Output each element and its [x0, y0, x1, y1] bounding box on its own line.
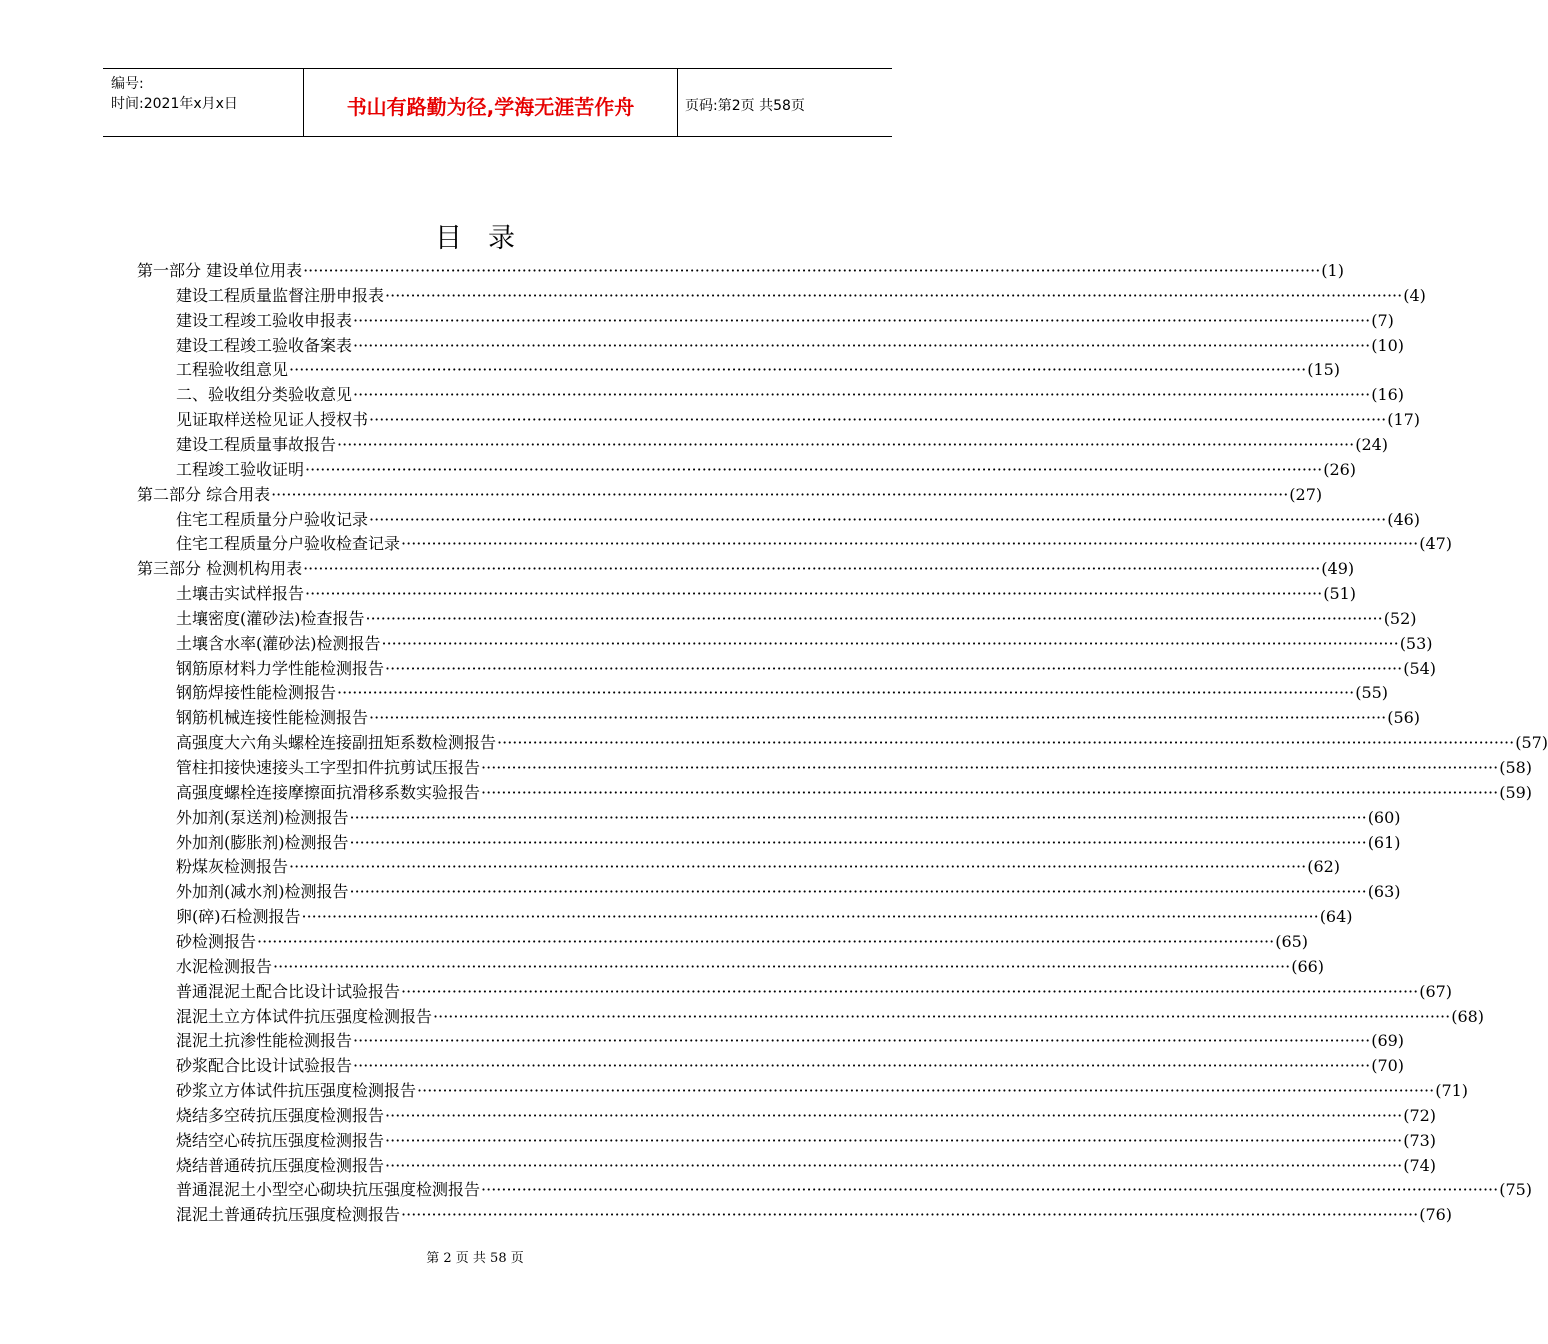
toc-entry-page: (68) — [1451, 1006, 1485, 1026]
toc-entry-page: (76) — [1419, 1205, 1453, 1225]
toc-entry[interactable] — [176, 1028, 1405, 1053]
toc-entry-page: (61) — [1367, 832, 1401, 852]
toc-entry[interactable] — [176, 854, 1341, 879]
toc-entry[interactable] — [176, 333, 1405, 358]
toc-leader-dots: ········································································································································································································ — [369, 509, 1387, 529]
toc-entry-title: 建设工程质量事故报告 — [176, 434, 337, 454]
toc-leader-dots: ········································································································································································································ — [417, 1081, 1435, 1101]
page-footer: 第 2 页 共 58 页 — [426, 1251, 524, 1266]
toc-entry-page: (65) — [1275, 931, 1309, 951]
toc-leader-dots: ········································································································································································································ — [401, 981, 1419, 1001]
toc-entry-title: 土壤含水率(灌砂法)检测报告 — [176, 633, 381, 653]
toc-entry-page: (26) — [1323, 459, 1357, 479]
toc-entry-page: (60) — [1367, 807, 1401, 827]
toc-entry-page: (55) — [1355, 683, 1389, 703]
toc-entry-page: (16) — [1371, 385, 1405, 405]
toc-entry-title: 卵(碎)石检测报告 — [176, 907, 301, 927]
toc-entry[interactable] — [176, 407, 1421, 432]
toc-entry-title: 第三部分 检测机构用表 — [137, 559, 303, 579]
toc-entry[interactable] — [176, 308, 1394, 333]
toc-entry-title: 住宅工程质量分户验收检查记录 — [176, 534, 401, 554]
toc-entry-title: 钢筋焊接性能检测报告 — [176, 683, 337, 703]
toc-entry[interactable] — [137, 482, 1323, 507]
toc-entry-title: 住宅工程质量分户验收记录 — [176, 509, 369, 529]
toc-leader-dots: ········································································································································································································ — [497, 733, 1515, 753]
toc-entry[interactable] — [176, 656, 1437, 681]
toc-entry-page: (74) — [1403, 1155, 1437, 1175]
toc-entry-page: (75) — [1499, 1180, 1533, 1200]
toc-leader-dots: ········································································································································································································ — [349, 882, 1367, 902]
toc-entry-page: (70) — [1371, 1056, 1405, 1076]
toc-entry[interactable] — [176, 755, 1533, 780]
toc-entry-page: (7) — [1371, 310, 1394, 330]
toc-entry-title: 烧结空心砖抗压强度检测报告 — [176, 1130, 385, 1150]
toc-entry-title: 外加剂(膨胀剂)检测报告 — [176, 832, 349, 852]
toc-leader-dots: ········································································································································································································ — [401, 1205, 1419, 1225]
toc-entry[interactable] — [176, 382, 1405, 407]
page-header — [103, 68, 892, 137]
toc-leader-dots: ········································································································································································································ — [365, 608, 1383, 628]
toc-title: 目录 — [435, 223, 541, 254]
toc-entry-page: (63) — [1367, 882, 1401, 902]
toc-entry[interactable] — [176, 1153, 1437, 1178]
toc-entry-title: 砂检测报告 — [176, 931, 257, 951]
toc-leader-dots: ········································································································································································································ — [385, 1155, 1403, 1175]
header-right-cell — [677, 69, 892, 136]
toc-entry[interactable] — [137, 556, 1355, 581]
toc-leader-dots: ········································································································································································································ — [289, 857, 1307, 877]
toc-entry-page: (71) — [1435, 1081, 1469, 1101]
toc-entry[interactable] — [176, 1128, 1437, 1153]
toc-entry-title: 外加剂(泵送剂)检测报告 — [176, 807, 349, 827]
toc-entry[interactable] — [176, 1078, 1469, 1103]
toc-entry-page: (49) — [1321, 559, 1355, 579]
toc-entry-page: (54) — [1403, 658, 1437, 678]
toc-entry-title: 工程验收组意见 — [176, 360, 289, 380]
document-code-label: 编号: — [111, 76, 144, 92]
toc-entry[interactable] — [176, 805, 1401, 830]
toc-entry[interactable] — [176, 1177, 1533, 1202]
toc-entry-page: (67) — [1419, 981, 1453, 1001]
toc-leader-dots: ········································································································································································································ — [385, 1130, 1403, 1150]
toc-leader-dots: ········································································································································································································ — [289, 360, 1307, 380]
toc-leader-dots: ········································································································································································································ — [353, 335, 1371, 355]
toc-entry-page: (47) — [1419, 534, 1453, 554]
toc-entry-title: 砂浆配合比设计试验报告 — [176, 1056, 353, 1076]
toc-entry-page: (52) — [1383, 608, 1417, 628]
toc-entry-page: (1) — [1321, 261, 1344, 280]
toc-leader-dots: ········································································································································································································ — [305, 459, 1323, 479]
toc-entry[interactable] — [176, 879, 1401, 904]
toc-entry[interactable] — [176, 780, 1533, 805]
toc-entry-page: (66) — [1291, 956, 1325, 976]
toc-entry-page: (15) — [1307, 360, 1341, 380]
toc-entry-title: 第二部分 综合用表 — [137, 484, 271, 504]
toc-entry[interactable] — [176, 929, 1309, 954]
toc-leader-dots: ········································································································································································································ — [353, 310, 1371, 330]
toc-entry-title: 混泥土立方体试件抗压强度检测报告 — [176, 1006, 433, 1026]
toc-leader-dots: ········································································································································································································ — [353, 1031, 1371, 1051]
toc-entry-title: 普通混泥土小型空心砌块抗压强度检测报告 — [176, 1180, 481, 1200]
toc-entry[interactable] — [176, 730, 1548, 755]
toc-entry[interactable] — [176, 1053, 1405, 1078]
toc-entry-title: 烧结普通砖抗压强度检测报告 — [176, 1155, 385, 1175]
toc-entry-title: 管柱扣接快速接头工字型扣件抗剪试压报告 — [176, 758, 481, 777]
toc-entry[interactable] — [176, 631, 1433, 656]
toc-entry-page: (56) — [1387, 708, 1421, 728]
toc-entry-page: (17) — [1387, 410, 1421, 430]
toc-entry-title: 高强度大六角头螺栓连接副扭矩系数检测报告 — [176, 733, 497, 753]
toc-leader-dots: ········································································································································································································ — [305, 584, 1323, 604]
toc-entry-page: (69) — [1371, 1031, 1405, 1051]
toc-leader-dots: ········································································································································································································ — [349, 807, 1367, 827]
toc-leader-dots: ········································································································································································································ — [337, 683, 1355, 703]
toc-entry[interactable] — [176, 954, 1325, 979]
toc-entry-page: (10) — [1371, 335, 1405, 355]
toc-entry-page: (46) — [1387, 509, 1421, 529]
toc-entry[interactable] — [176, 1103, 1437, 1128]
toc-entry-title: 二、验收组分类验收意见 — [176, 385, 353, 405]
toc-entry[interactable] — [176, 1004, 1485, 1029]
header-page-number: 页码:第2页 共58页 — [685, 98, 805, 114]
toc-entry-page: (51) — [1323, 584, 1357, 604]
toc-entry[interactable] — [176, 606, 1417, 631]
toc-entry-title: 混泥土抗渗性能检测报告 — [176, 1031, 353, 1051]
toc-leader-dots: ········································································································································································································ — [271, 484, 1289, 504]
toc-entry-title: 土壤击实试样报告 — [176, 584, 305, 604]
toc-leader-dots: ········································································································································································································ — [353, 1056, 1371, 1076]
toc-entry-page: (59) — [1499, 782, 1533, 802]
toc-entry[interactable] — [176, 705, 1421, 730]
toc-leader-dots: ········································································································································································································ — [369, 708, 1387, 728]
toc-entry-page: (64) — [1319, 907, 1353, 927]
toc-entry-page: (27) — [1289, 484, 1323, 504]
toc-entry-title: 建设工程竣工验收申报表 — [176, 310, 353, 330]
toc-entry[interactable] — [176, 507, 1421, 532]
toc-entry[interactable] — [176, 1202, 1453, 1227]
header-motto: 书山有路勤为径,学海无涯苦作舟 — [346, 95, 635, 119]
toc-entry-title: 工程竣工验收证明 — [176, 459, 305, 479]
toc-entry-title: 普通混泥土配合比设计试验报告 — [176, 981, 401, 1001]
toc-entry-title: 钢筋机械连接性能检测报告 — [176, 708, 369, 728]
toc-entry-page: (62) — [1307, 857, 1341, 877]
toc-entry[interactable] — [176, 979, 1453, 1004]
toc-entry[interactable] — [137, 258, 1344, 283]
toc-entry-title: 粉煤灰检测报告 — [176, 857, 289, 877]
toc-leader-dots: ········································································································································································································ — [381, 633, 1399, 653]
toc-leader-dots: ········································································································································································································ — [303, 559, 1321, 579]
toc-leader-dots: ········································································································································································································ — [481, 782, 1499, 802]
toc-entry[interactable] — [176, 457, 1357, 482]
toc-entry[interactable] — [176, 531, 1453, 556]
toc-leader-dots: ········································································································································································································ — [369, 410, 1387, 430]
toc-leader-dots: ········································································································································································································ — [401, 534, 1419, 554]
toc-leader-dots: ········································································································································································································ — [303, 261, 1321, 280]
toc-leader-dots: ········································································································································································································ — [433, 1006, 1451, 1026]
toc-entry-title: 混泥土普通砖抗压强度检测报告 — [176, 1205, 401, 1225]
toc-entry-title: 见证取样送检见证人授权书 — [176, 410, 369, 430]
toc-entry[interactable] — [176, 283, 1426, 308]
toc-entry[interactable] — [176, 830, 1401, 855]
toc-entry-title: 砂浆立方体试件抗压强度检测报告 — [176, 1081, 417, 1101]
toc-entry-title: 土壤密度(灌砂法)检查报告 — [176, 608, 365, 628]
header-left-cell — [103, 69, 303, 136]
toc-leader-dots: ········································································································································································································ — [301, 907, 1319, 927]
toc-entry-title: 建设工程质量监督注册申报表 — [176, 285, 385, 305]
toc-entry-title: 水泥检测报告 — [176, 956, 273, 976]
toc-entry-page: (24) — [1355, 434, 1389, 454]
toc-leader-dots: ········································································································································································································ — [337, 434, 1355, 454]
toc-entry-page: (53) — [1399, 633, 1433, 653]
toc-leader-dots: ········································································································································································································ — [385, 658, 1403, 678]
toc-entry[interactable] — [176, 904, 1353, 929]
toc-entry[interactable] — [176, 432, 1389, 457]
toc-entry-page: (58) — [1499, 758, 1533, 777]
toc-leader-dots: ········································································································································································································ — [385, 1105, 1403, 1125]
toc-entry-page: (73) — [1403, 1130, 1437, 1150]
toc-leader-dots: ········································································································································································································ — [481, 1180, 1499, 1200]
toc-entry-title: 烧结多空砖抗压强度检测报告 — [176, 1105, 385, 1125]
toc-leader-dots: ········································································································································································································ — [481, 758, 1499, 777]
toc-entry-page: (4) — [1403, 285, 1426, 305]
header-middle-cell — [303, 69, 678, 136]
toc-leader-dots: ········································································································································································································ — [353, 385, 1371, 405]
toc-entry-title: 建设工程竣工验收备案表 — [176, 335, 353, 355]
toc-entry-title: 第一部分 建设单位用表 — [137, 261, 303, 280]
toc-entry-title: 高强度螺栓连接摩擦面抗滑移系数实验报告 — [176, 782, 481, 802]
toc-entry[interactable] — [176, 357, 1341, 382]
toc-leader-dots: ········································································································································································································ — [273, 956, 1291, 976]
toc-entry-page: (57) — [1515, 733, 1548, 753]
toc-entry-page: (72) — [1403, 1105, 1437, 1125]
toc-leader-dots: ········································································································································································································ — [257, 931, 1275, 951]
document-time-label: 时间:2021年x月x日 — [111, 96, 238, 112]
toc-leader-dots: ········································································································································································································ — [349, 832, 1367, 852]
toc-entry-title: 钢筋原材料力学性能检测报告 — [176, 658, 385, 678]
toc-entry[interactable] — [176, 581, 1357, 606]
toc-entry-title: 外加剂(减水剂)检测报告 — [176, 882, 349, 902]
toc-leader-dots: ········································································································································································································ — [385, 285, 1403, 305]
toc-entry[interactable] — [176, 680, 1389, 705]
